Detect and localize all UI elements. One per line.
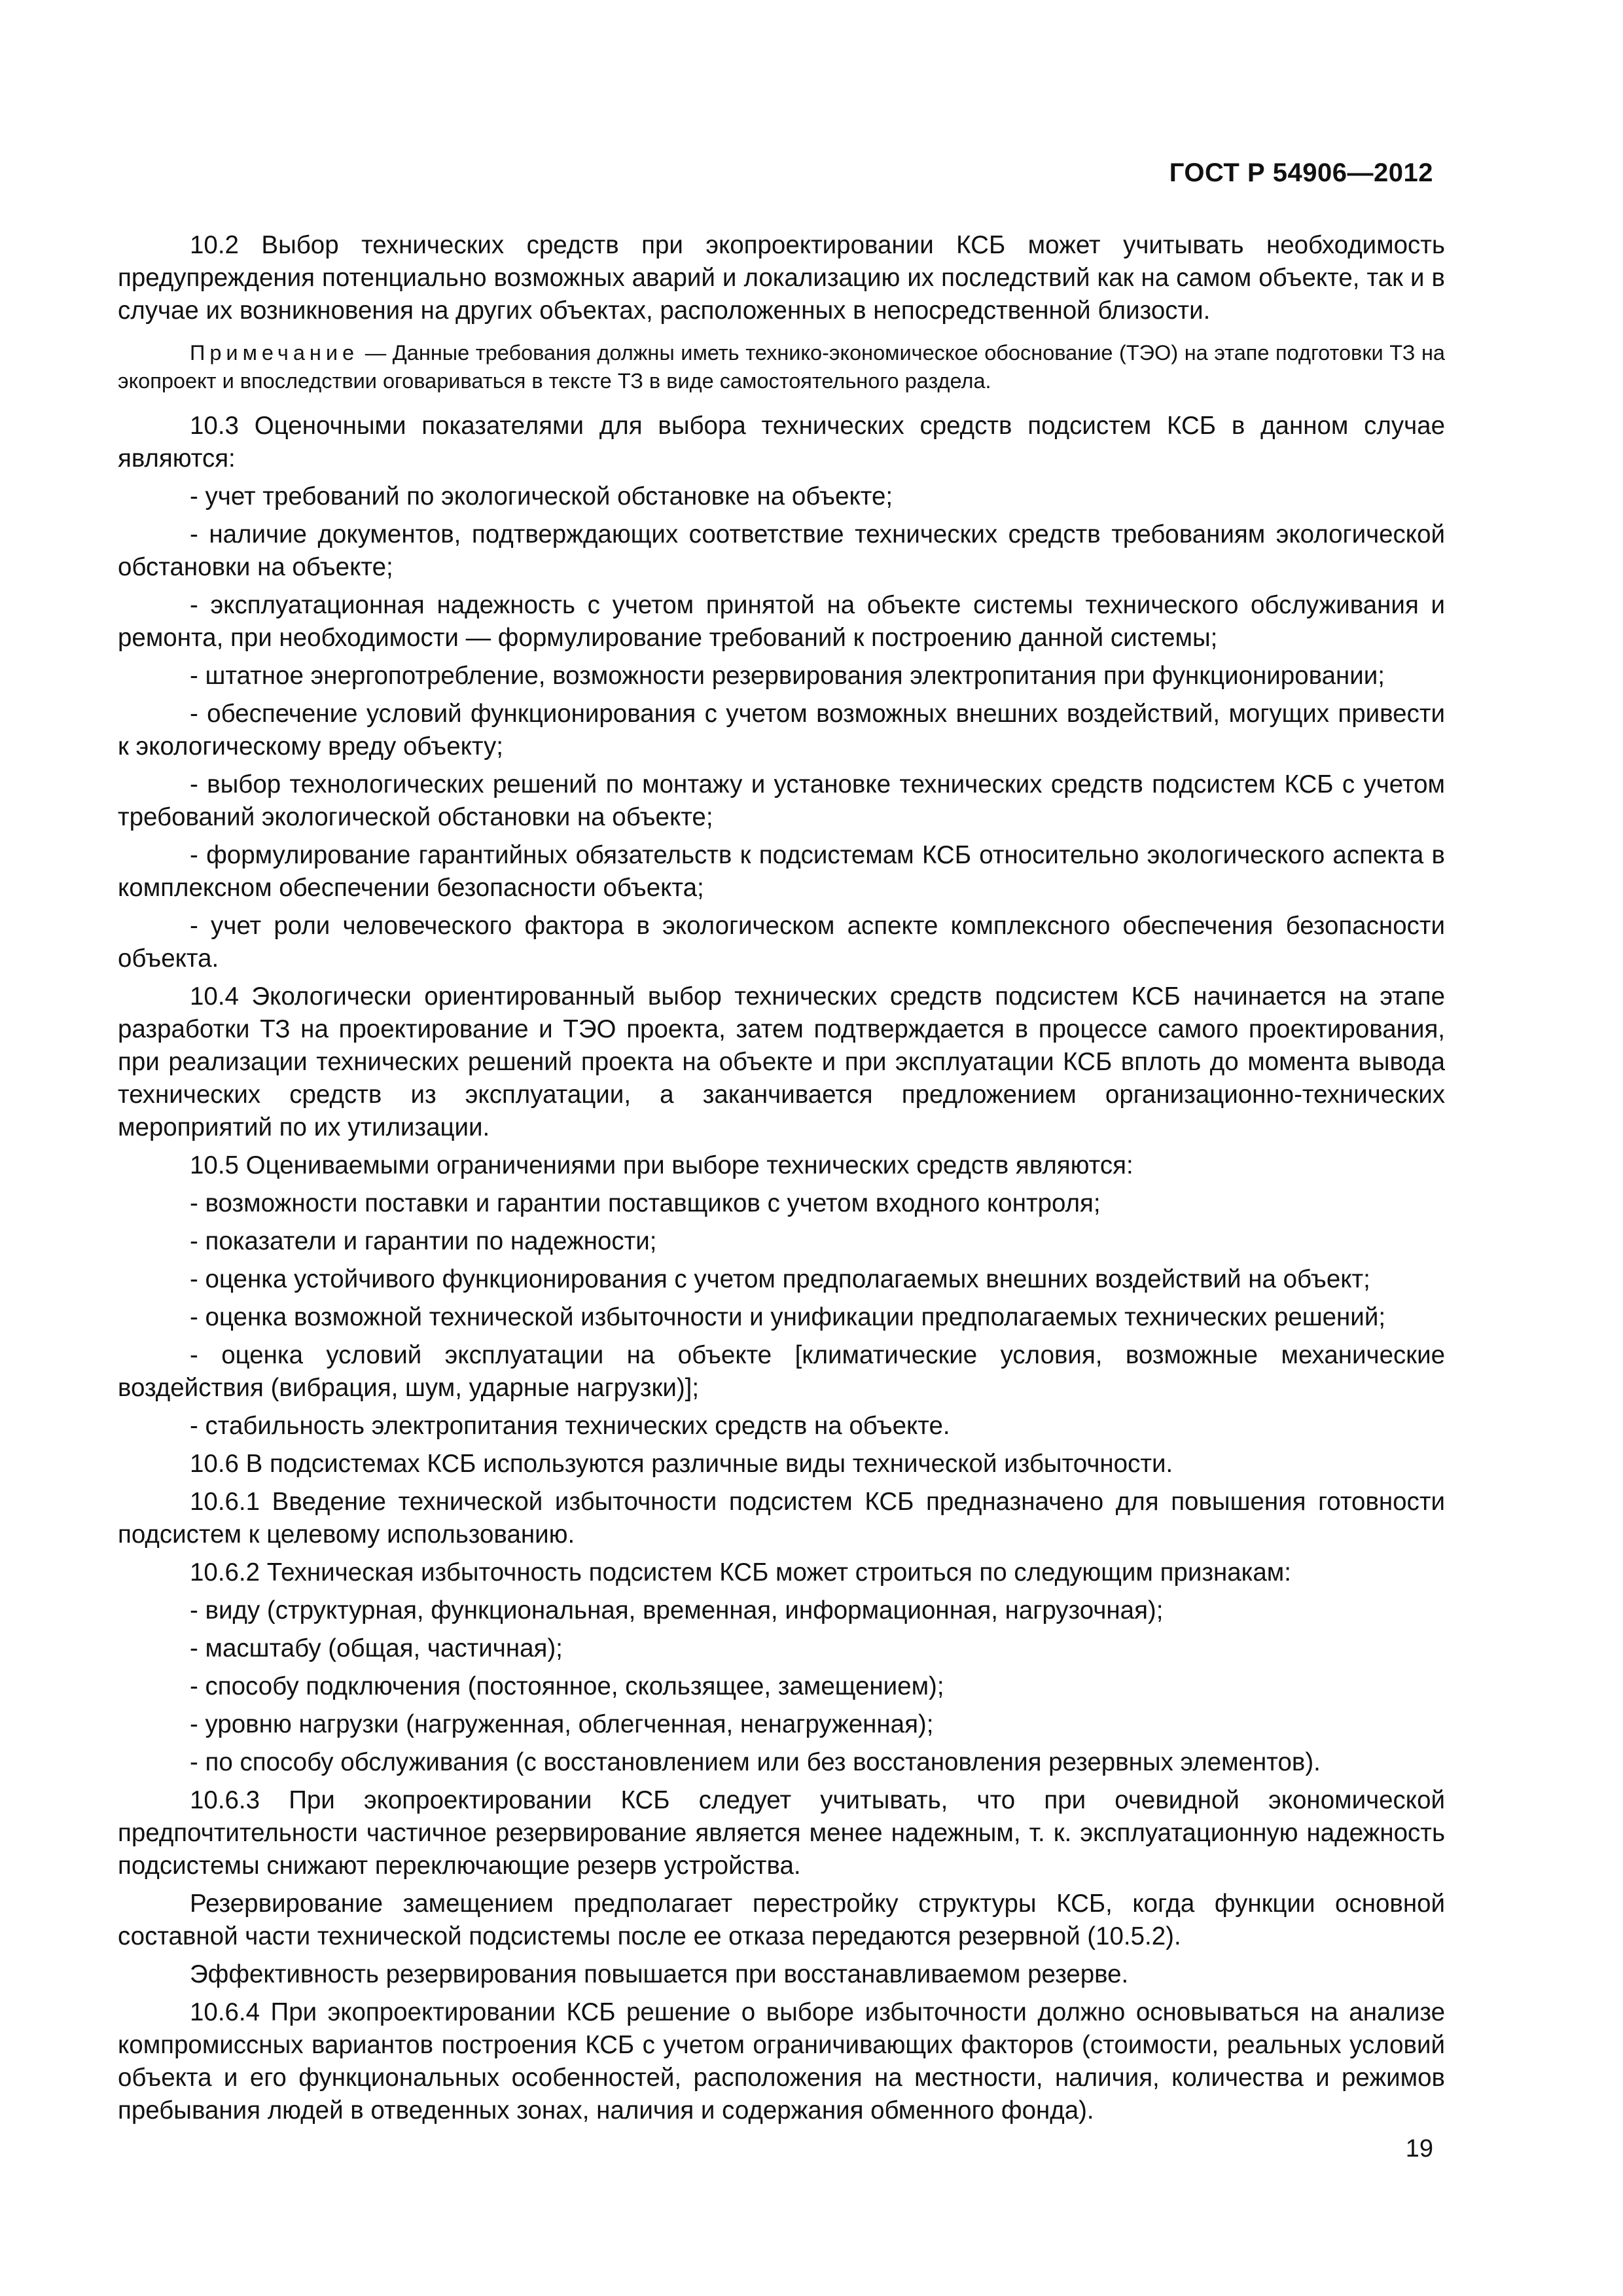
paragraph: - возможности поставки и гарантии поставщиков с учетом входного контроля;	[190, 1189, 1101, 1217]
paragraph: 10.6.2 Техническая избыточность подсистем КСБ может строиться по следующим признакам:	[190, 1558, 1291, 1587]
paragraph: 10.6.1 Введение технической избыточности подсистем КСБ предназначено для повышения готовности подсистем к целевому использованию.	[118, 1488, 1445, 1549]
paragraph-group-a	[118, 229, 1445, 327]
paragraph: - оценка возможной технической избыточности и унификации предполагаемых технических решений;	[190, 1303, 1386, 1331]
paragraph: - учет требований по экологической обстановке на объекте;	[190, 482, 893, 511]
paragraph: - оценка устойчивого функционирования с учетом предполагаемых внешних воздействий на объект;	[190, 1265, 1370, 1293]
note-text: — Данные требования должны иметь технико-экономическое обоснование (ТЭО) на этапе подготовки ТЗ на экопроект и впоследствии оговариваться в тексте ТЗ в виде самостоятельного раздела.	[118, 341, 1445, 393]
paragraph: - по способу обслуживания (с восстановлением или без восстановления резервных элементов).	[190, 1748, 1321, 1776]
note-label: Примечание	[190, 341, 359, 365]
paragraph: 10.6.4 При экопроектировании КСБ решение о выборе избыточности должно основываться на анализе компромиссных вариантов построения КСБ с учетом ограничивающих факторов (стоимости, реальных условий объекта и его функциональных особенностей, расположения на местности, наличия, количества и режимов пребывания людей в отведенных зонах, наличия и содержания обменного фонда).	[118, 1998, 1445, 2125]
paragraph: 10.6.3 При экопроектировании КСБ следует учитывать, что при очевидной экономической предпочтительности частичное резервирование является менее надежным, т. к. эксплуатационную надежность подсистемы снижают переключающие резерв устройства.	[118, 1786, 1445, 1880]
paragraph: 10.2 Выбор технических средств при экопроектировании КСБ может учитывать необходимость предупреждения потенциально возможных аварий и локализацию их последствий как на самом объекте, так и в случае их возникновения на других объектах, расположенных в непосредственной близости.	[118, 231, 1445, 325]
paragraph: - учет роли человеческого фактора в экологическом аспекте комплексного обеспечения безопасности объекта.	[118, 912, 1445, 973]
paragraph: - уровню нагрузки (нагруженная, облегченная, ненагруженная);	[190, 1710, 934, 1738]
paragraph: - стабильность электропитания технических средств на объекте.	[190, 1412, 950, 1440]
paragraph: - масштабу (общая, частичная);	[190, 1634, 563, 1662]
paragraph: 10.5 Оцениваемыми ограничениями при выборе технических средств являются:	[190, 1151, 1133, 1179]
paragraph: - обеспечение условий функционирования с учетом возможных внешних воздействий, могущих привести к экологическому вреду объекту;	[118, 700, 1445, 761]
paragraph-group-b	[118, 410, 1445, 2127]
paragraph: - штатное энергопотребление, возможности резервирования электропитания при функционировании;	[190, 662, 1385, 690]
paragraph: - наличие документов, подтверждающих соответствие технических средств требованиям экологической обстановки на объекте;	[118, 520, 1445, 581]
paragraph: - формулирование гарантийных обязательств к подсистемам КСБ относительно экологического аспекта в комплексном обеспечении безопасности объекта;	[118, 841, 1445, 902]
note-paragraph	[118, 339, 1445, 395]
document-body	[118, 229, 1445, 2132]
page-number: 19	[1405, 2135, 1433, 2162]
paragraph: - виду (структурная, функциональная, временная, информационная, нагрузочная);	[190, 1596, 1164, 1624]
paragraph: - показатели и гарантии по надежности;	[190, 1227, 657, 1255]
paragraph: - эксплуатационная надежность с учетом принятой на объекте системы технического обслуживания и ремонта, при необходимости — формулирование требований к построению данной системы;	[118, 591, 1445, 652]
document-header: ГОСТ Р 54906—2012	[1169, 158, 1433, 187]
paragraph: - выбор технологических решений по монтажу и установке технических средств подсистем КСБ с учетом требований экологической обстановки на объекте;	[118, 770, 1445, 831]
paragraph: 10.3 Оценочными показателями для выбора технических средств подсистем КСБ в данном случае являются:	[118, 412, 1445, 473]
paragraph: Эффективность резервирования повышается при восстанавливаемом резерве.	[190, 1960, 1129, 1988]
paragraph: Резервирование замещением предполагает перестройку структуры КСБ, когда функции основной составной части технической подсистемы после ее отказа передаются резервной (10.5.2).	[118, 1890, 1445, 1950]
paragraph: 10.4 Экологически ориентированный выбор технических средств подсистем КСБ начинается на этапе разработки ТЗ на проектирование и ТЭО проекта, затем подтверждается в процессе самого проектирования, при реализации технических решений проекта на объекте и при эксплуатации КСБ вплоть до момента вывода технических средств из эксплуатации, а заканчивается предложением организационно-технических мероприятий по их утилизации.	[118, 982, 1445, 1141]
paragraph: 10.6 В подсистемах КСБ используются различные виды технической избыточности.	[190, 1450, 1173, 1478]
paragraph: - оценка условий эксплуатации на объекте [климатические условия, возможные механические воздействия (вибрация, шум, ударные нагрузки)];	[118, 1341, 1445, 1402]
paragraph: - способу подключения (постоянное, скользящее, замещением);	[190, 1672, 944, 1700]
